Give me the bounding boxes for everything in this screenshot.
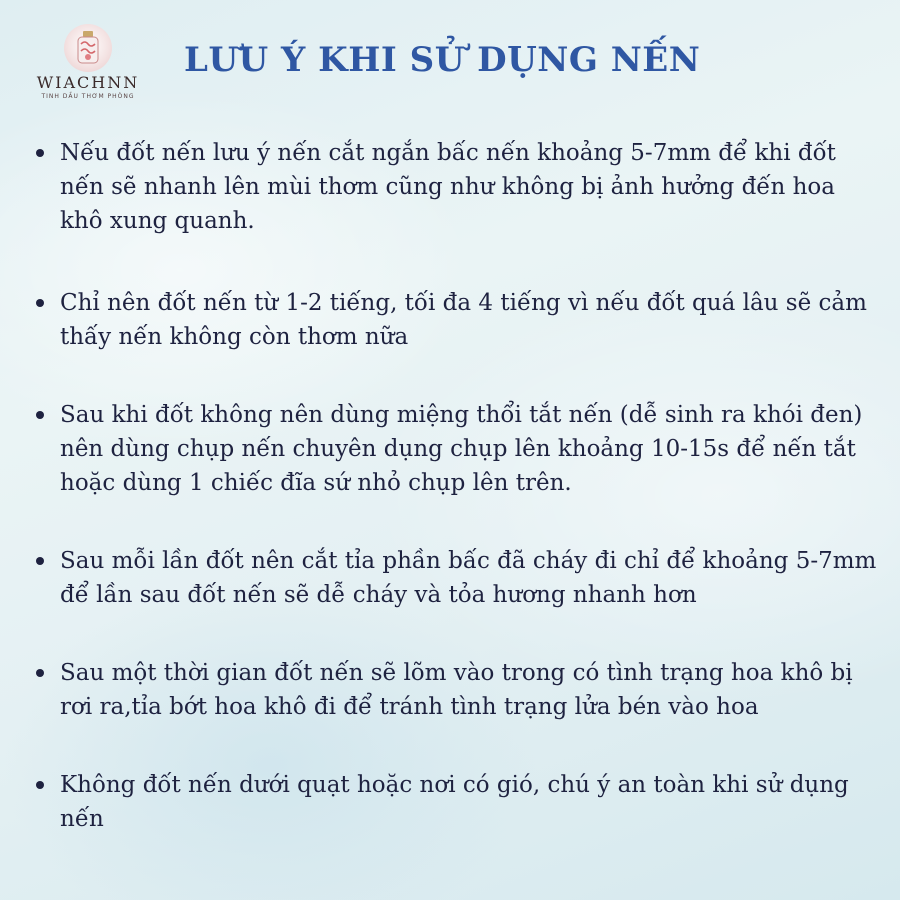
list-item bbox=[30, 768, 880, 836]
candle-jar-icon bbox=[64, 24, 112, 72]
note-text: Không đốt nến dưới quạt hoặc nơi có gió, chú ý an toàn khi sử dụng nến bbox=[60, 772, 849, 832]
note-text: Sau một thời gian đốt nến sẽ lõm vào trong có tình trạng hoa khô bị rơi ra,tỉa bớt hoa khô đi để tránh tình trạng lửa bén vào hoa bbox=[60, 660, 853, 720]
list-item bbox=[30, 544, 880, 612]
note-text: Sau mỗi lần đốt nên cắt tỉa phần bấc đã cháy đi chỉ để khoảng 5-7mm để lần sau đốt nến sẽ dễ cháy và tỏa hương nhanh hơn bbox=[60, 548, 877, 608]
note-text: Chỉ nên đốt nến từ 1-2 tiếng, tối đa 4 tiếng vì nếu đốt quá lâu sẽ cảm thấy nến không còn thơm nữa bbox=[60, 290, 867, 350]
page-title: LƯU Ý KHI SỬ DỤNG NẾN bbox=[184, 40, 701, 80]
note-text: Nếu đốt nến lưu ý nến cắt ngắn bấc nến khoảng 5-7mm để khi đốt nến sẽ nhanh lên mùi thơm cũng như không bị ảnh hưởng đến hoa khô xung quanh. bbox=[60, 140, 836, 234]
list-item bbox=[30, 286, 880, 354]
brand-name: WIACHNN bbox=[36, 73, 140, 92]
bullet-icon bbox=[36, 299, 44, 307]
list-item bbox=[30, 656, 880, 724]
bullet-icon bbox=[36, 149, 44, 157]
bullet-icon bbox=[36, 411, 44, 419]
bullet-icon bbox=[36, 557, 44, 565]
brand-logo bbox=[18, 18, 158, 108]
note-text: Sau khi đốt không nên dùng miệng thổi tắt nến (dễ sinh ra khói đen) nên dùng chụp nến chuyên dụng chụp lên khoảng 10-15s để nến tắt hoặc dùng 1 chiếc đĩa sứ nhỏ chụp lên trên. bbox=[60, 402, 863, 496]
list-item bbox=[30, 136, 880, 238]
bullet-icon bbox=[36, 669, 44, 677]
list-item bbox=[30, 398, 880, 500]
brand-tagline: TINH DẦU THƠM PHÒNG bbox=[41, 93, 135, 100]
bullet-icon bbox=[36, 781, 44, 789]
